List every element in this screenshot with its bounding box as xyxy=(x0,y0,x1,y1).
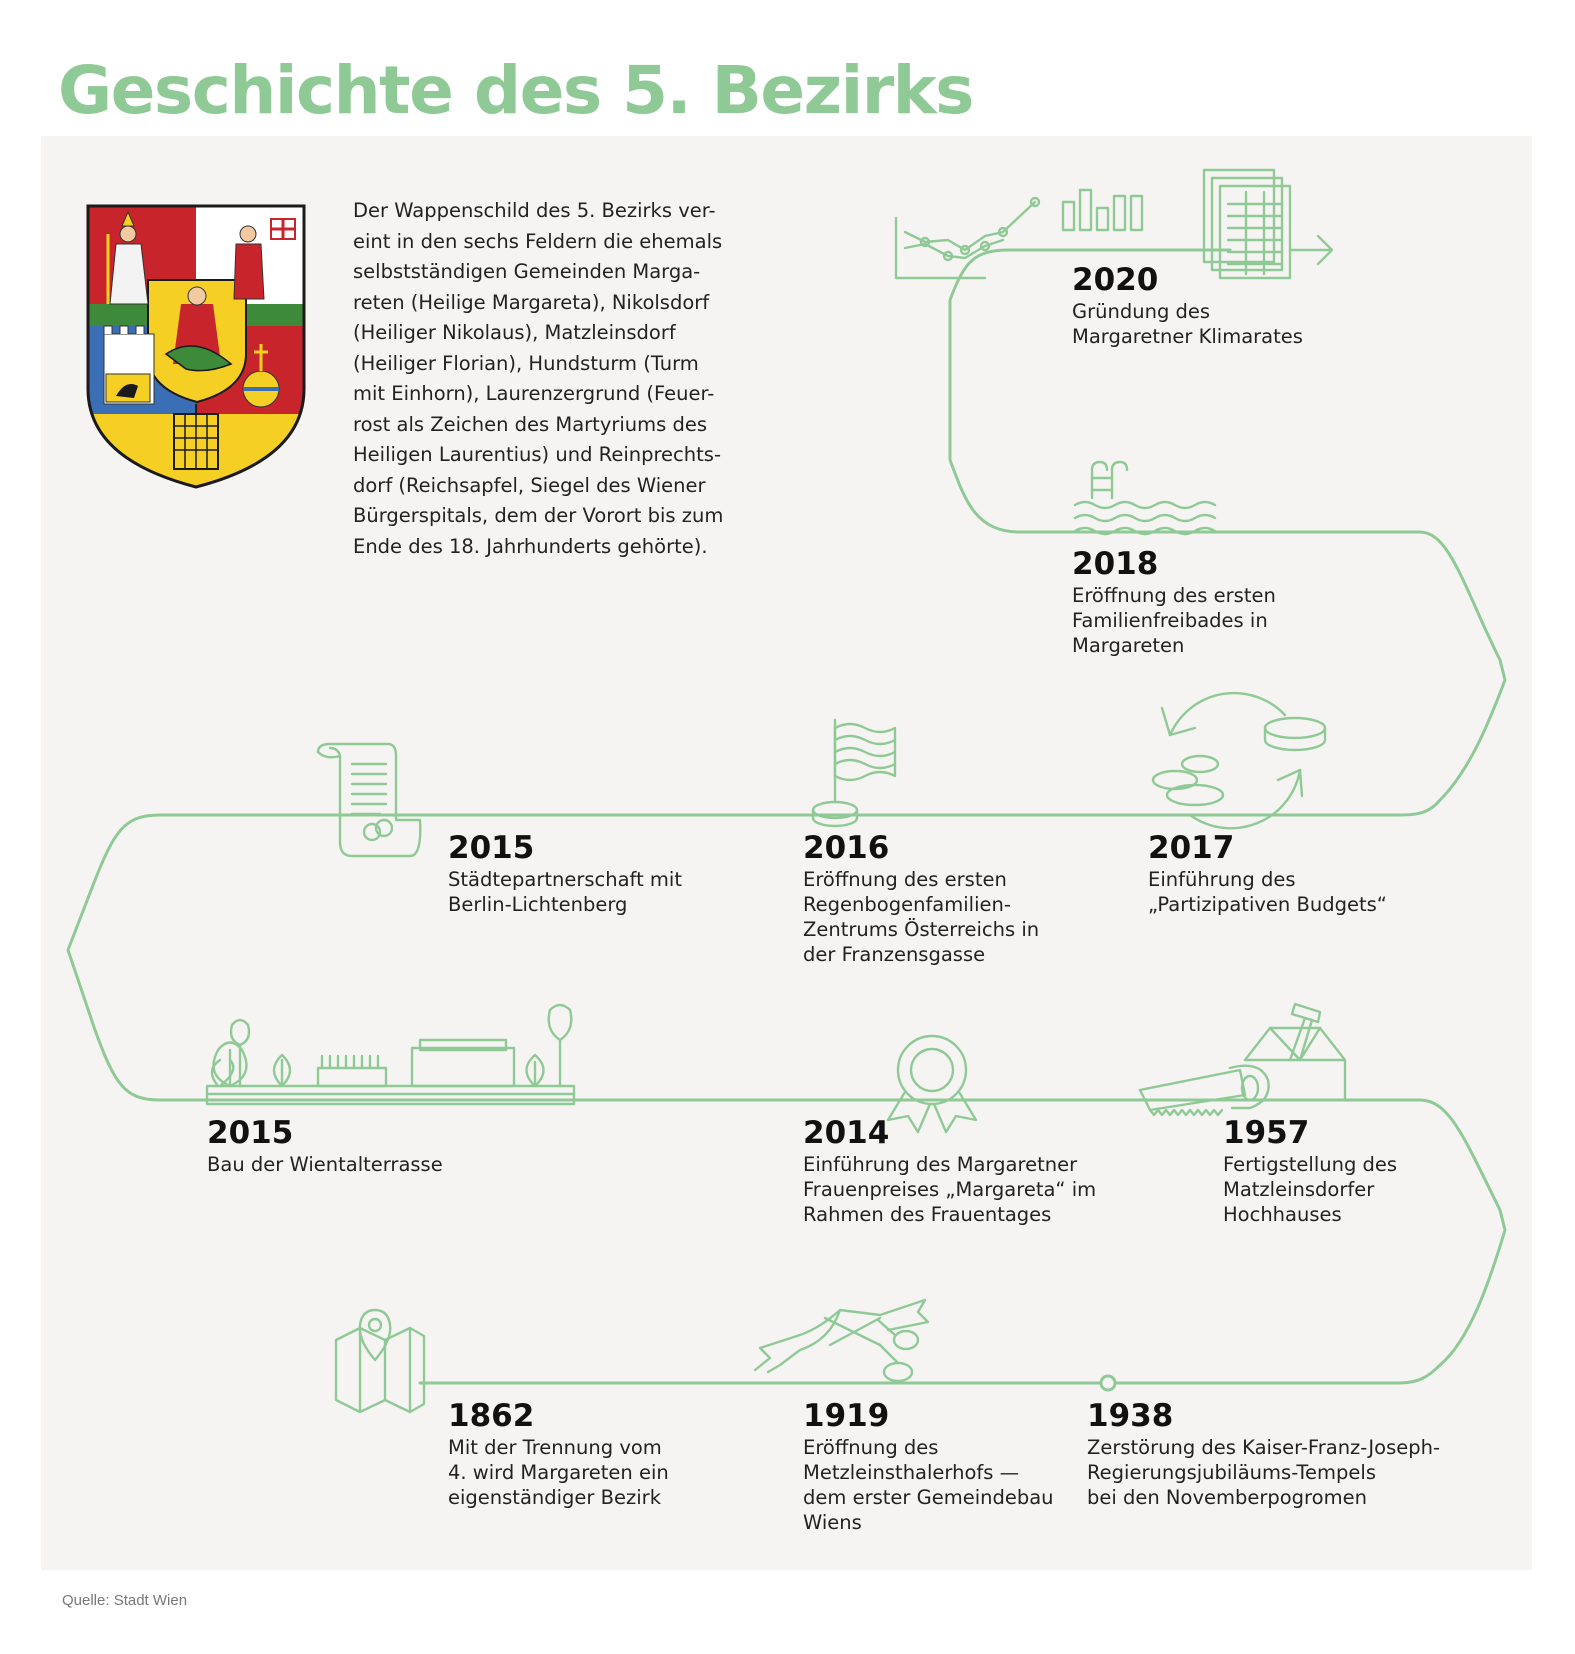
event-1919 xyxy=(803,1398,1054,1535)
event-year: 2014 xyxy=(803,1115,890,1151)
event-year: 2018 xyxy=(1072,546,1159,582)
map-pin-icon xyxy=(336,1310,424,1412)
event-2016 xyxy=(803,830,1039,967)
event-2018 xyxy=(1072,546,1276,658)
event-year: 1938 xyxy=(1087,1398,1174,1434)
event-text: Gründung des Margaretner Klimarates xyxy=(1072,300,1303,348)
event-text: Mit der Trennung vom 4. wird Margareten ein eigenständiger Bezirk xyxy=(448,1436,669,1509)
event-year: 2017 xyxy=(1148,830,1235,866)
event-1957 xyxy=(1223,1115,1397,1227)
event-text: Städtepartnerschaft mit Berlin-Lichtenberg xyxy=(448,868,682,916)
event-text: Zerstörung des Kaiser-Franz-Joseph- Regierungsjubiläums-Tempels bei den Novemberpogromen xyxy=(1087,1436,1441,1509)
pool-ladder-icon xyxy=(1075,462,1215,534)
page-title: Geschichte des 5. Bezirks xyxy=(58,52,973,129)
intro-text: Der Wappenschild des 5. Bezirks ver- eint in den sechs Feldern die ehemals selbstständigen Gemeinden Marga- reten (Heilige Margareta), Nikolsdorf (Heiliger Nikolaus), Matzleinsdorf (Heiliger Florian), Hundsturm (Turm mit Einhorn), Laurenzergrund (Feuer- rost als Zeichen des Martyriums des Heiligen Laurentius) und Reinprechts- dorf (Reichsapfel, Siegel des Wiener Bürgerspitals, dem der Vorort bis zum Ende des 18. Jahrhunderts gehörte). xyxy=(353,199,724,558)
coins-cycle-icon xyxy=(1153,693,1325,828)
event-year: 2015 xyxy=(448,830,535,866)
event-text: Eröffnung des ersten Familienfreibades in Margareten xyxy=(1072,584,1276,657)
event-text: Einführung des Margaretner Frauenpreises „Margareta“ im Rahmen des Frauentages xyxy=(803,1153,1097,1226)
terrace-park-icon xyxy=(207,1005,574,1104)
timeline-dot-icon xyxy=(1101,1376,1115,1390)
event-year: 1862 xyxy=(448,1398,535,1434)
event-1938 xyxy=(1087,1398,1440,1510)
event-1862 xyxy=(448,1398,669,1510)
event-year: 2016 xyxy=(803,830,890,866)
event-year: 2015 xyxy=(207,1115,294,1151)
event-year: 1919 xyxy=(803,1398,890,1434)
event-text: Bau der Wientalterrasse xyxy=(207,1153,443,1176)
rainbow-flag-icon xyxy=(813,720,895,826)
scroll-document-icon xyxy=(318,744,420,856)
event-text: Eröffnung des Metzleinsthalerhofs — dem erster Gemeindebau Wiens xyxy=(803,1436,1054,1534)
source-note: Quelle: Stadt Wien xyxy=(62,1592,188,1609)
event-year: 2020 xyxy=(1072,262,1159,298)
event-text: Eröffnung des ersten Regenbogenfamilien- Zentrums Österreichs in der Franzensgasse xyxy=(803,868,1040,966)
scissors-ribbon-icon xyxy=(755,1300,928,1381)
event-2020 xyxy=(1072,262,1303,349)
event-2017 xyxy=(1148,830,1387,917)
event-2015-partnership xyxy=(448,830,682,917)
toolbox-saw-icon xyxy=(1140,1004,1345,1115)
event-2014 xyxy=(803,1115,1096,1227)
event-year: 1957 xyxy=(1223,1115,1310,1151)
event-text: Einführung des „Partizipativen Budgets“ xyxy=(1148,868,1387,916)
event-2015-terrace xyxy=(207,1115,443,1177)
coat-of-arms-icon xyxy=(86,204,306,490)
event-text: Fertigstellung des Matzleinsdorfer Hochhauses xyxy=(1223,1153,1398,1226)
